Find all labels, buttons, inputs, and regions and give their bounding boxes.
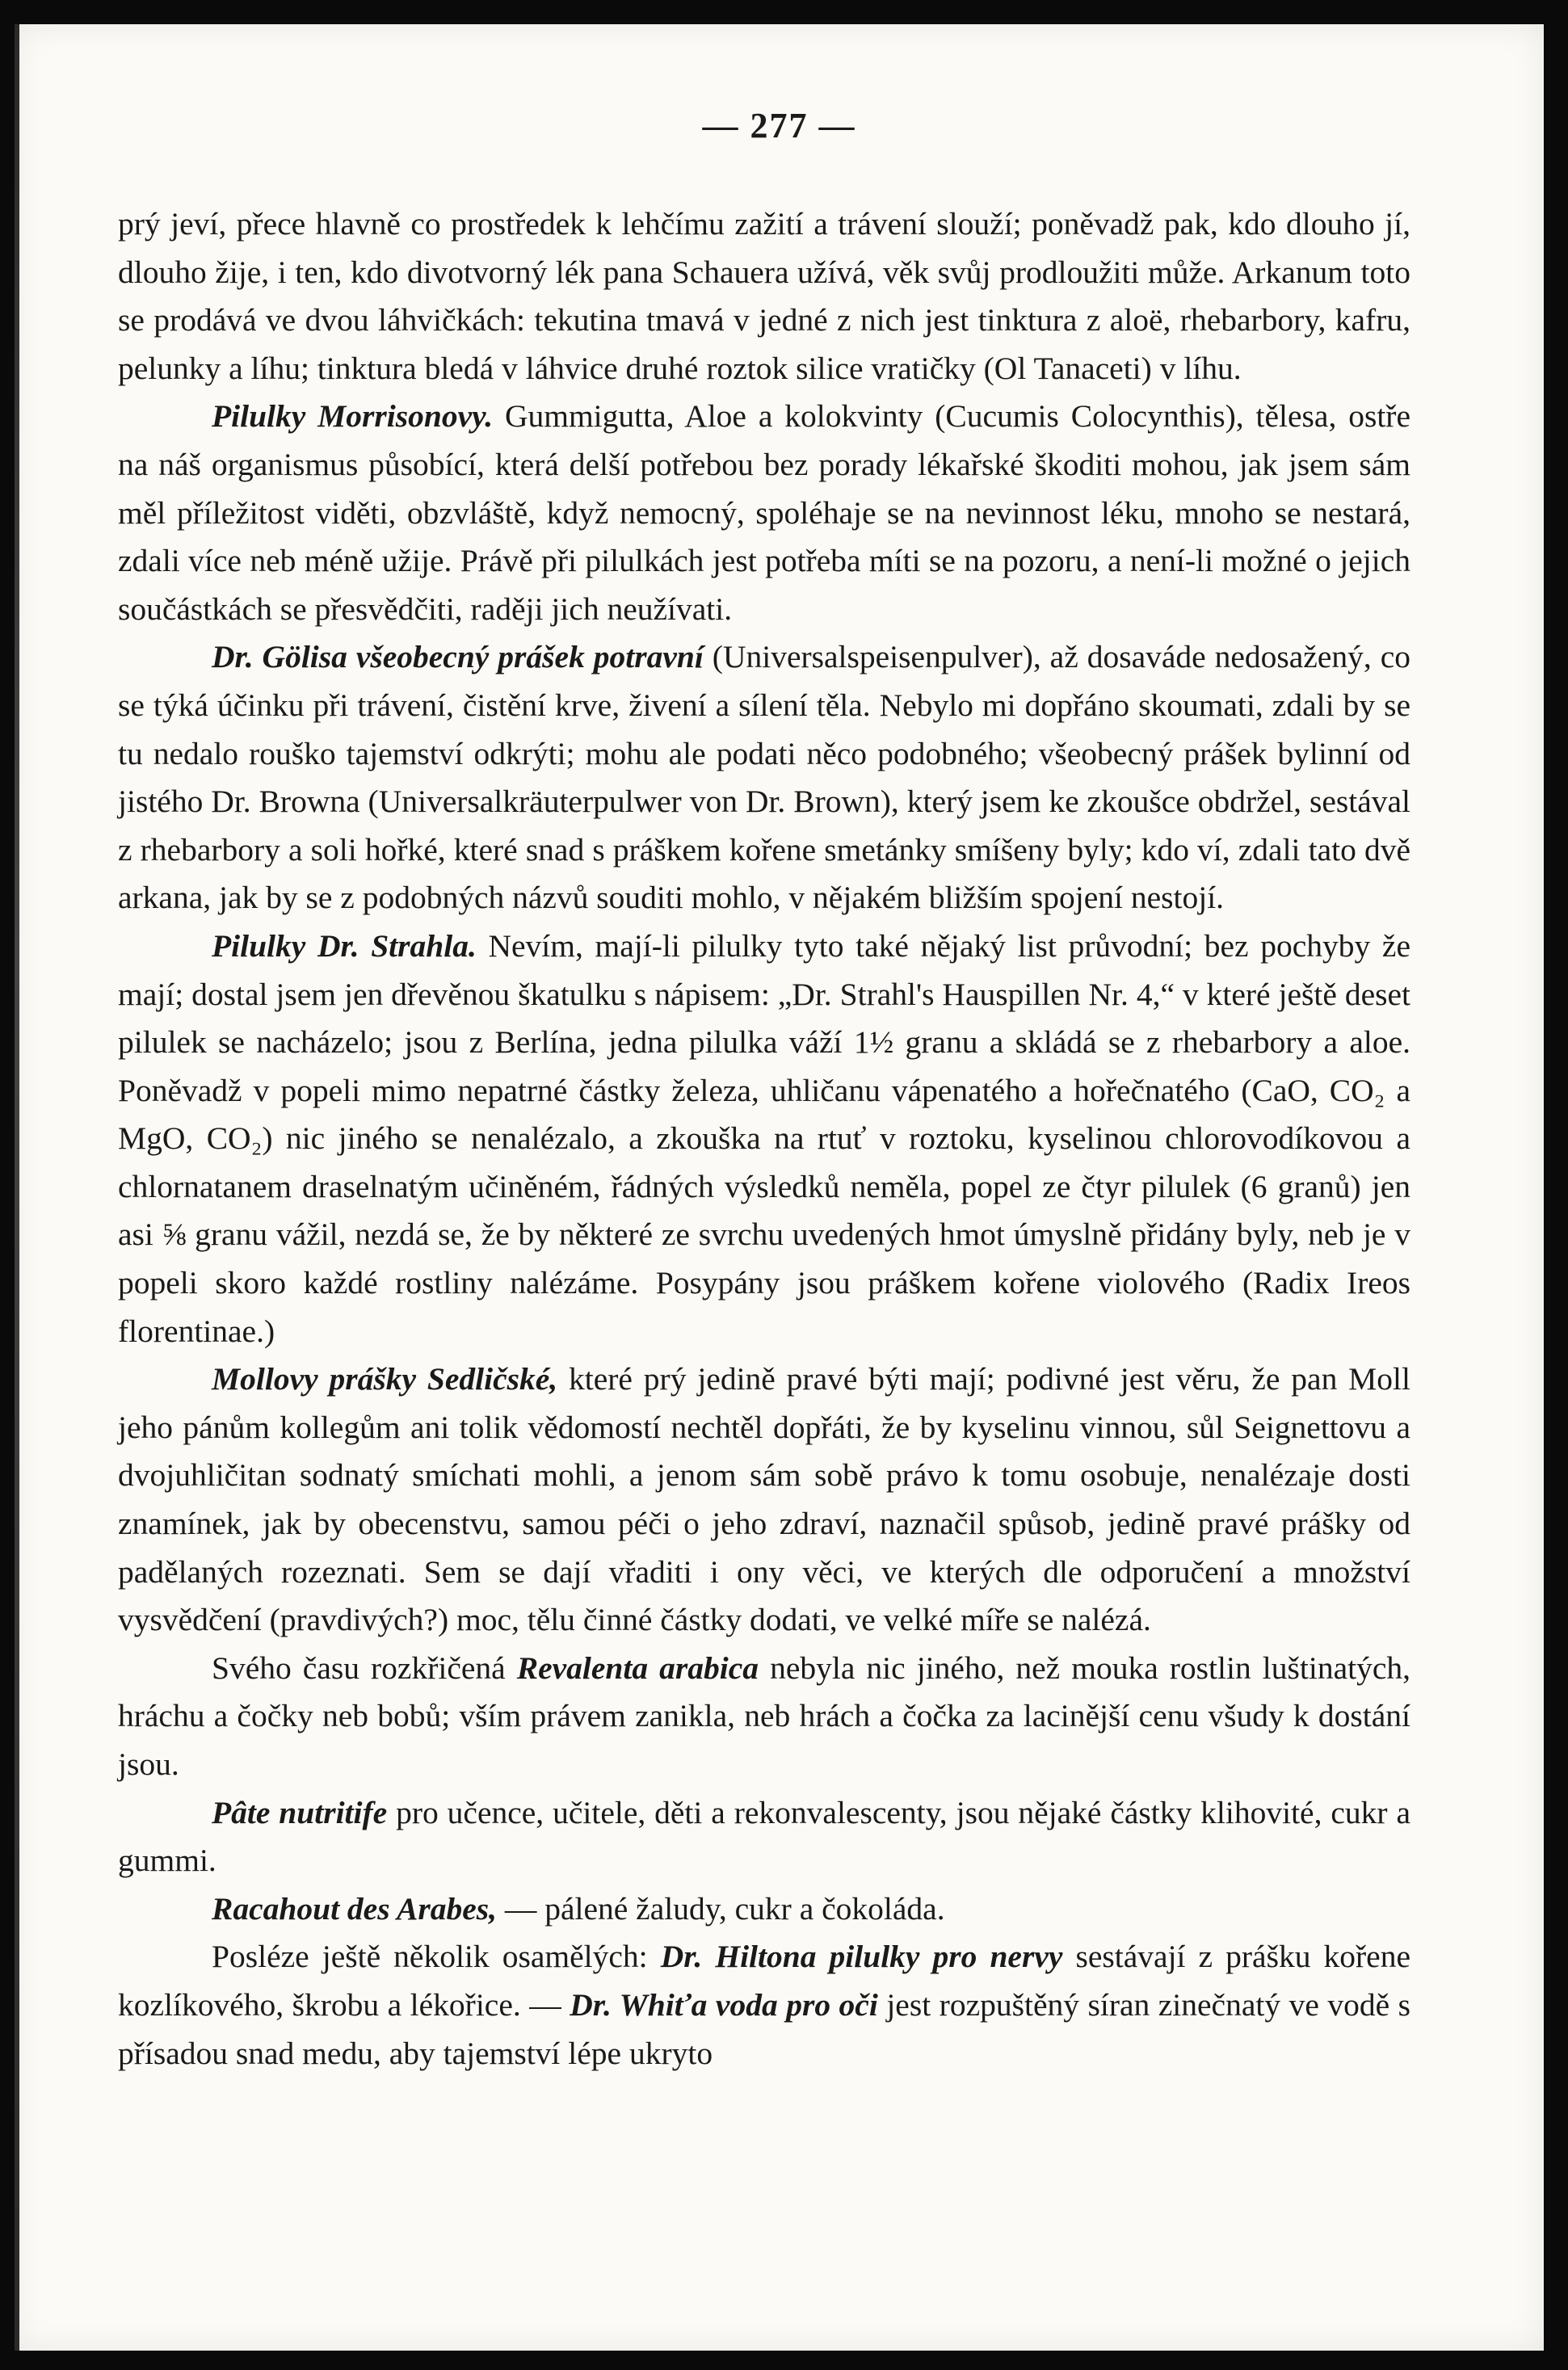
paragraph-lead: Mollovy prášky Sedličské, bbox=[212, 1361, 558, 1397]
paragraph-lead: Revalenta arabica bbox=[516, 1649, 759, 1686]
paragraph-8 bbox=[118, 1885, 1410, 1934]
page-edge-shadow bbox=[15, 24, 19, 2351]
paragraph-lead: Pâte nutritife bbox=[212, 1794, 388, 1830]
paragraph-7 bbox=[118, 1789, 1410, 1885]
paragraph-text: — pálené žaludy, cukr a čokoláda. bbox=[496, 1890, 945, 1927]
paragraph-text: Nevím, mají-li pilulky tyto také nějaký list průvodní; bez pochyby že mají; dostal jsem jen dřevěnou škatulku s nápisem: „Dr. Strahl's Hauspillen Nr. 4,“ v které ještě deset pilulek se nacházelo; jsou z Berlína, jedna pilulka váží 1½ granu a skládá se z rhebarbory a aloe. Poněvadž v popeli mimo nepatrné částky železa, uhličanu vápenatého a hořečnatého (CaO, CO₂ a MgO, CO₂) nic jiného se nenalézalo, a zkouška na rtuť v roztoku, kyselinou chlorovodíkovou a chlornatanem draselnatým učiněném, řádných výsledků neměla, popel ze čtyr pilulek (6 granů) jen asi ⅝ granu vážil, nezdá se, že by některé ze svrchu uvedených hmot úmyslně přidány byly, neb je v popeli skoro každé rostliny nalézáme. Posypány jsou práškem kořene violového (Radix Ireos florentinae.) bbox=[118, 927, 1410, 1349]
paragraph-pre: Posléze ještě několik osamělých: bbox=[212, 1939, 661, 1975]
paragraph-text: nebyla nic jiného, než mouka rostlin luštinatých, hráchu a čočky neb bobů; vším právem zanikla, neb hrách a čočka za lacinější cenu všudy k dostání jsou. bbox=[118, 1649, 1410, 1782]
paragraph-lead: Pilulky Dr. Strahla. bbox=[212, 927, 477, 964]
paragraph-5 bbox=[118, 1355, 1410, 1645]
paragraph-6 bbox=[118, 1645, 1410, 1789]
paragraph-lead: Dr. Gölisa všeobecný prášek potravní bbox=[212, 639, 704, 675]
paragraph-text: které prý jedině pravé býti mají; podivné jest věru, že pan Moll jeho pánům kollegům ani tolik vědomostí nechtěl dopřáti, že by kyselinu vinnou, sůl Seignettovu a dvojuhličitan sodnatý smíchati mohli, a jenom sám sobě právo k tomu osobuje, nenalézaje dosti znamínek, jak by obecenstvu, samou péči o jeho zdraví, naznačil spůsob, jedině pravé prášky od padělaných rozeznati. Sem se dají vřaditi i ony věci, ve kterých dle odporučení a množství vysvědčení (pravdivých?) moc, tělu činné částky dodati, ve velké míře se nalézá. bbox=[118, 1361, 1410, 1638]
paragraph-lead: Dr. Hiltona pilulky pro nervy bbox=[660, 1939, 1063, 1975]
book-page bbox=[15, 24, 1544, 2351]
paragraph-2 bbox=[118, 393, 1410, 633]
body-text bbox=[118, 200, 1410, 2078]
paragraph-1 bbox=[118, 200, 1410, 393]
page-number: — 277 — bbox=[702, 106, 856, 145]
paragraph-text: prý jeví, přece hlavně co prostředek k lehčímu zažití a trávení slouží; poněvadž pak, kdo dlouho jí, dlouho žije, i ten, kdo divotvorný lék pana Schauera užívá, věk svůj prodloužiti může. Arkanum toto se prodává ve dvou láhvičkách: tekutina tmavá v jedné z nich jest tinktura z aloë, rhebarbory, kafru, pelunky a líhu; tinktura bledá v láhvice druhé roztok silice vratičky (Ol Tanaceti) v líhu. bbox=[118, 206, 1410, 386]
paragraph-9 bbox=[118, 1933, 1410, 2078]
paragraph-pre: Svého času rozkřičená bbox=[212, 1649, 517, 1686]
paragraph-text: (Universalspeisenpulver), až dosaváde nedosažený, co se týká účinku při trávení, čistění krve, živení a sílení těla. Nebylo mi dopřáno skoumati, zdali by se tu nedalo rouško tajemství odkrýti; mohu ale podati něco podobného; všeobecný prášek bylinní od jistého Dr. Browna (Universalkräuterpulwer von Dr. Brown), který jsem ke zkoušce obdržel, sestával z rhebarbory a soli hořké, které snad s práškem kořene smetánky smíšeny byly; kdo ví, zdali tato dvě arkana, jak by se z podobných názvů souditi mohlo, v nějakém bližším spojení nestojí. bbox=[118, 639, 1410, 916]
paragraph-text-secondary: jest rozpuštěný síran zinečnatý ve vodě s přísadou snad medu, aby tajemství lépe ukryto bbox=[118, 1986, 1410, 2071]
paragraph-lead: Pilulky Morrisonovy. bbox=[212, 398, 494, 435]
paragraph-3 bbox=[118, 633, 1410, 922]
paragraph-text: pro učence, učitele, děti a rekonvalescenty, jsou nějaké částky klihovité, cukr a gummi. bbox=[118, 1794, 1411, 1879]
paragraph-text: sestávají z prášku kořene kozlíkového, škrobu a lékořice. — bbox=[118, 1939, 1410, 2023]
paragraph-lead: Racahout des Arabes, bbox=[212, 1890, 497, 1927]
paragraph-lead-secondary: Dr. Whiťa voda pro oči bbox=[570, 1986, 878, 2023]
paragraph-4 bbox=[118, 922, 1410, 1355]
paragraph-text: Gummigutta, Aloe a kolokvinty (Cucumis Colocynthis), tělesa, ostře na náš organismus působící, která delší potřebou bez porady lékařské škoditi mohou, jak jsem sám měl příležitost viděti, obzvláště, když nemocný, spoléhaje se na nevinnost léku, mnoho se nestará, zdali více neb méně užije. Právě při pilulkách jest potřeba míti se na pozoru, a není-li možné o jejich součástkách se přesvědčiti, raději jich neužívati. bbox=[118, 398, 1410, 627]
